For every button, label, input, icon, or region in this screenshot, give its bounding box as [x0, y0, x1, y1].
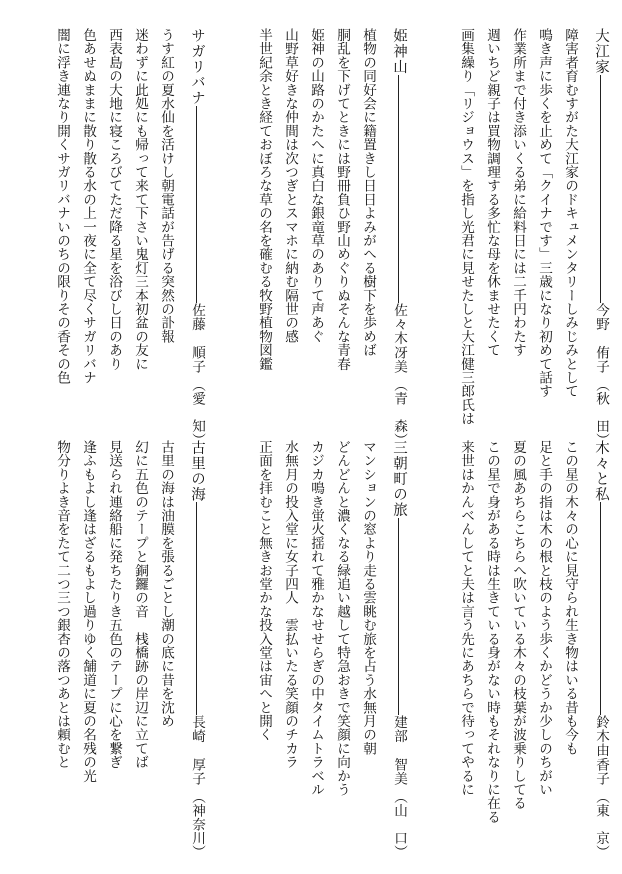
poem-line: 西表島の大地に寝ころびてただ降る星を浴びし日のあり — [106, 28, 122, 371]
poem-line: 山野草好きな仲間は次つぎとスマホに納む隔世の感 — [282, 28, 298, 344]
poem-line: この星の木々の心に見守られ生き物はいる昔も今も — [562, 440, 578, 756]
poem-line: 足と手の指は木の根と枝のよう歩くかどうか少しのちがい — [536, 440, 552, 797]
poem-line: 植物の同好会に籍置きし日日よみがへる樹下を歩めば — [360, 28, 376, 357]
poem-prefecture: （東 京） — [593, 789, 609, 858]
poem-title: 姫神山 — [391, 28, 407, 75]
poem-title: 木々と私 — [593, 440, 609, 502]
poem-prefecture: （秋 田） — [593, 377, 609, 446]
poem-line: 姫神の山路のかたへに真白な銀竜草のありて声あぐ — [308, 28, 324, 344]
poem-line: 作業所まで付き添いくる弟に給料日には二千円わたす — [510, 28, 526, 357]
poem-line: うす紅の夏水仙を活けし朝電話が告げる突然の訃報 — [158, 28, 174, 344]
poem-line: 幻に五色のテープと銅鑼の音 桟橋跡の岸辺に立てば — [132, 440, 148, 769]
poem-block-misasa — [218, 440, 408, 858]
title-rule — [398, 518, 399, 716]
poem-author: 鈴木由香子 — [593, 715, 609, 786]
poem-block-furusato-no-umi — [16, 440, 206, 858]
poem-header — [187, 28, 206, 446]
title-rule — [600, 75, 601, 304]
poem-line: 古里の海は油膜を張るごとし潮の底に昔を沈め — [158, 440, 174, 728]
title-rule — [398, 75, 399, 304]
poem-title: 三朝町の旅 — [391, 440, 407, 518]
poem-line: カジカ鳴き蛍火揺れて雅かなせせらぎの中タイムトラベル — [308, 440, 324, 797]
poem-line: 正面を拝むこと無きお堂かな投入堂は宙へと開く — [256, 440, 272, 742]
poem-title: 大江家 — [593, 28, 609, 75]
poem-line: 障害者育むすがた大江家のドキュメンタリーしみじみとして — [562, 28, 578, 398]
poem-line: どんどんと濃くなる緑追い越して特急おきで笑顔に向かう — [334, 440, 350, 797]
poem-line: 胴乱を下げてときには野冊負ひ野山めぐりぬそんな青春 — [334, 28, 350, 371]
poem-line: 半世紀余とき経ておぼろな草の名を確むる牧野植物図鑑 — [256, 28, 272, 371]
poem-block-oeke — [420, 28, 610, 446]
title-rule — [196, 106, 197, 304]
poem-line: 週いちど親子は買物調理する多忙な母を休ませたくて — [484, 28, 500, 357]
poem-block-himekamisan — [218, 28, 408, 446]
poem-prefecture: （愛 知） — [189, 377, 205, 446]
poem-block-sagaribana — [16, 28, 206, 446]
poem-author: 今野 侑子 — [593, 303, 609, 374]
poem-title: サガリバナ — [189, 28, 205, 106]
poem-author: 佐々木冴美 — [391, 303, 407, 374]
poem-author: 佐藤 順子 — [189, 303, 205, 374]
poem-line: 鳴き声に歩くを止めて「クイナです」三歳になり初めて話す — [536, 28, 552, 398]
poem-line: この星で身がある時は生きている身がない時もそれなりに在る — [484, 440, 500, 824]
poem-block-kigi-to-watashi — [420, 440, 610, 858]
title-rule — [600, 502, 601, 715]
poem-line: 色あせぬままに散り散る水の上一夜に全て尽くサガリバナ — [80, 28, 96, 385]
poem-line: 物分りよき音をたて二つ三つ銀杏の落つあとは頼むと — [54, 440, 70, 769]
poem-line: 迷わずに此処にも帰って来て下さい鬼灯三本初盆の友に — [132, 28, 148, 371]
poem-line: 見送られ連絡船に発ちたりき五色のテープに心を繋ぎ — [106, 440, 122, 769]
poem-line: 水無月の投入堂に女子四人 雲払いたる笑顔のチカラ — [282, 440, 298, 769]
poem-line: マンションの窓より走る雲眺む旅を占う水無月の朝 — [360, 440, 376, 756]
poem-line: 闇に浮き連なり開くサガリバナいのちの限りその香その色 — [54, 28, 70, 385]
poem-line: 来世はかんべんしてと夫は言う先にあちらで待ってやるに — [458, 440, 474, 797]
poem-line: 夏の風あちらこちらへ吹いている木々の枝葉が波乗りしてる — [510, 440, 526, 810]
poem-author: 長崎 厚子 — [189, 715, 205, 786]
poem-header — [389, 440, 408, 858]
poem-prefecture: （神奈川） — [189, 789, 205, 858]
poem-header — [591, 28, 610, 446]
poem-header — [389, 28, 408, 446]
title-rule — [196, 502, 197, 715]
poem-author: 建部 智美 — [391, 715, 407, 786]
poem-line: 逢ふもよし逢はざるもよし過りゆく舗道に夏の名残の光 — [80, 440, 96, 783]
poem-header — [591, 440, 610, 858]
poem-line: 画集繰り「リジョウス」を指し光君に見せたしと大江健三郎氏は — [458, 28, 474, 426]
poem-title: 古里の海 — [189, 440, 205, 502]
poem-prefecture: （山 口） — [391, 789, 407, 858]
poem-prefecture: （青 森） — [391, 377, 407, 446]
poem-header — [187, 440, 206, 858]
